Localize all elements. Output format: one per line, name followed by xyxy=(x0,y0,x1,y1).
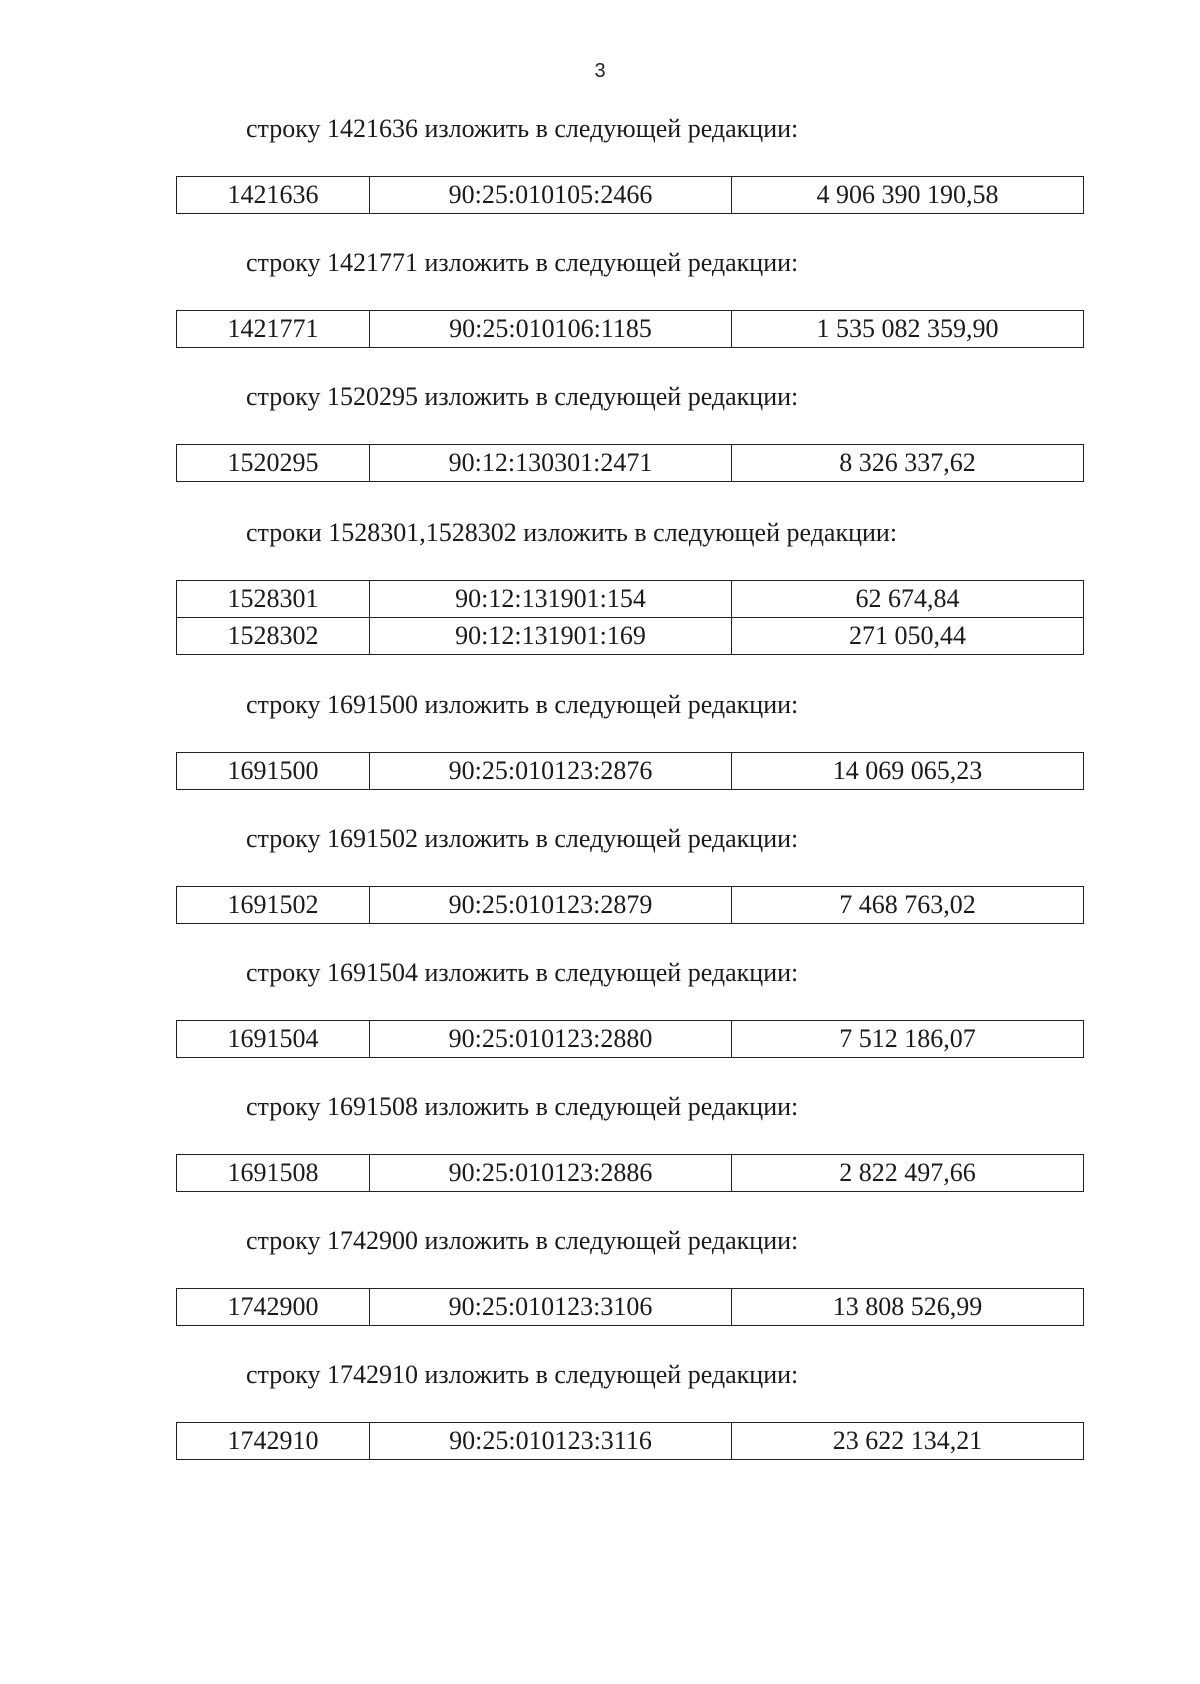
amendment-table xyxy=(176,1020,1084,1058)
row-number-cell: 1421636 xyxy=(177,177,370,214)
row-number-cell: 1691502 xyxy=(177,887,370,924)
amendment-table xyxy=(176,444,1084,482)
amendment-table xyxy=(176,1154,1084,1192)
amendment-table xyxy=(176,752,1084,790)
amendment-table xyxy=(176,310,1084,348)
cadastral-number-cell: 90:25:010105:2466 xyxy=(370,177,732,214)
cadastral-number-cell: 90:25:010123:2876 xyxy=(370,753,732,790)
cadastral-value-cell: 8 326 337,62 xyxy=(732,445,1084,482)
cadastral-value-cell: 13 808 526,99 xyxy=(732,1289,1084,1326)
cadastral-value-cell: 271 050,44 xyxy=(732,618,1084,655)
table-row xyxy=(177,581,1084,618)
amendment-table xyxy=(176,1422,1084,1460)
table-row xyxy=(177,618,1084,655)
page-number: 3 xyxy=(594,60,606,82)
amendment-instruction: строку 1421636 изложить в следующей редакции: xyxy=(246,114,799,143)
cadastral-value-cell: 62 674,84 xyxy=(732,581,1084,618)
cadastral-number-cell: 90:12:131901:169 xyxy=(370,618,732,655)
cadastral-number-cell: 90:12:130301:2471 xyxy=(370,445,732,482)
row-number-cell: 1528302 xyxy=(177,618,370,655)
cadastral-number-cell: 90:25:010123:2880 xyxy=(370,1021,732,1058)
amendment-table xyxy=(176,580,1084,655)
cadastral-value-cell: 7 512 186,07 xyxy=(732,1021,1084,1058)
amendment-instruction: строку 1691508 изложить в следующей редакции: xyxy=(246,1092,799,1121)
cadastral-number-cell: 90:25:010106:1185 xyxy=(370,311,732,348)
table-row xyxy=(177,1021,1084,1058)
cadastral-value-cell: 2 822 497,66 xyxy=(732,1155,1084,1192)
cadastral-number-cell: 90:25:010123:2879 xyxy=(370,887,732,924)
amendment-instruction: строку 1691504 изложить в следующей редакции: xyxy=(246,958,799,987)
row-number-cell: 1742910 xyxy=(177,1423,370,1460)
amendment-table xyxy=(176,1288,1084,1326)
amendment-instruction: строку 1742900 изложить в следующей редакции: xyxy=(246,1226,799,1255)
amendment-table xyxy=(176,886,1084,924)
cadastral-value-cell: 1 535 082 359,90 xyxy=(732,311,1084,348)
amendment-instruction: строки 1528301,1528302 изложить в следующей редакции: xyxy=(246,518,898,547)
amendment-instruction: строку 1691502 изложить в следующей редакции: xyxy=(246,824,799,853)
row-number-cell: 1421771 xyxy=(177,311,370,348)
table-row xyxy=(177,1423,1084,1460)
row-number-cell: 1742900 xyxy=(177,1289,370,1326)
table-row xyxy=(177,1155,1084,1192)
table-row xyxy=(177,311,1084,348)
amendment-instruction: строку 1742910 изложить в следующей редакции: xyxy=(246,1360,799,1389)
amendment-instruction: строку 1520295 изложить в следующей редакции: xyxy=(246,382,799,411)
row-number-cell: 1520295 xyxy=(177,445,370,482)
table-row xyxy=(177,1289,1084,1326)
cadastral-number-cell: 90:12:131901:154 xyxy=(370,581,732,618)
amendment-instruction: строку 1421771 изложить в следующей редакции: xyxy=(246,248,799,277)
cadastral-number-cell: 90:25:010123:3106 xyxy=(370,1289,732,1326)
table-row xyxy=(177,177,1084,214)
cadastral-number-cell: 90:25:010123:3116 xyxy=(370,1423,732,1460)
row-number-cell: 1691500 xyxy=(177,753,370,790)
table-row xyxy=(177,887,1084,924)
row-number-cell: 1691508 xyxy=(177,1155,370,1192)
amendment-table xyxy=(176,176,1084,214)
cadastral-value-cell: 23 622 134,21 xyxy=(732,1423,1084,1460)
cadastral-number-cell: 90:25:010123:2886 xyxy=(370,1155,732,1192)
cadastral-value-cell: 7 468 763,02 xyxy=(732,887,1084,924)
cadastral-value-cell: 4 906 390 190,58 xyxy=(732,177,1084,214)
table-row xyxy=(177,753,1084,790)
row-number-cell: 1691504 xyxy=(177,1021,370,1058)
cadastral-value-cell: 14 069 065,23 xyxy=(732,753,1084,790)
row-number-cell: 1528301 xyxy=(177,581,370,618)
table-row xyxy=(177,445,1084,482)
amendment-instruction: строку 1691500 изложить в следующей редакции: xyxy=(246,690,799,719)
